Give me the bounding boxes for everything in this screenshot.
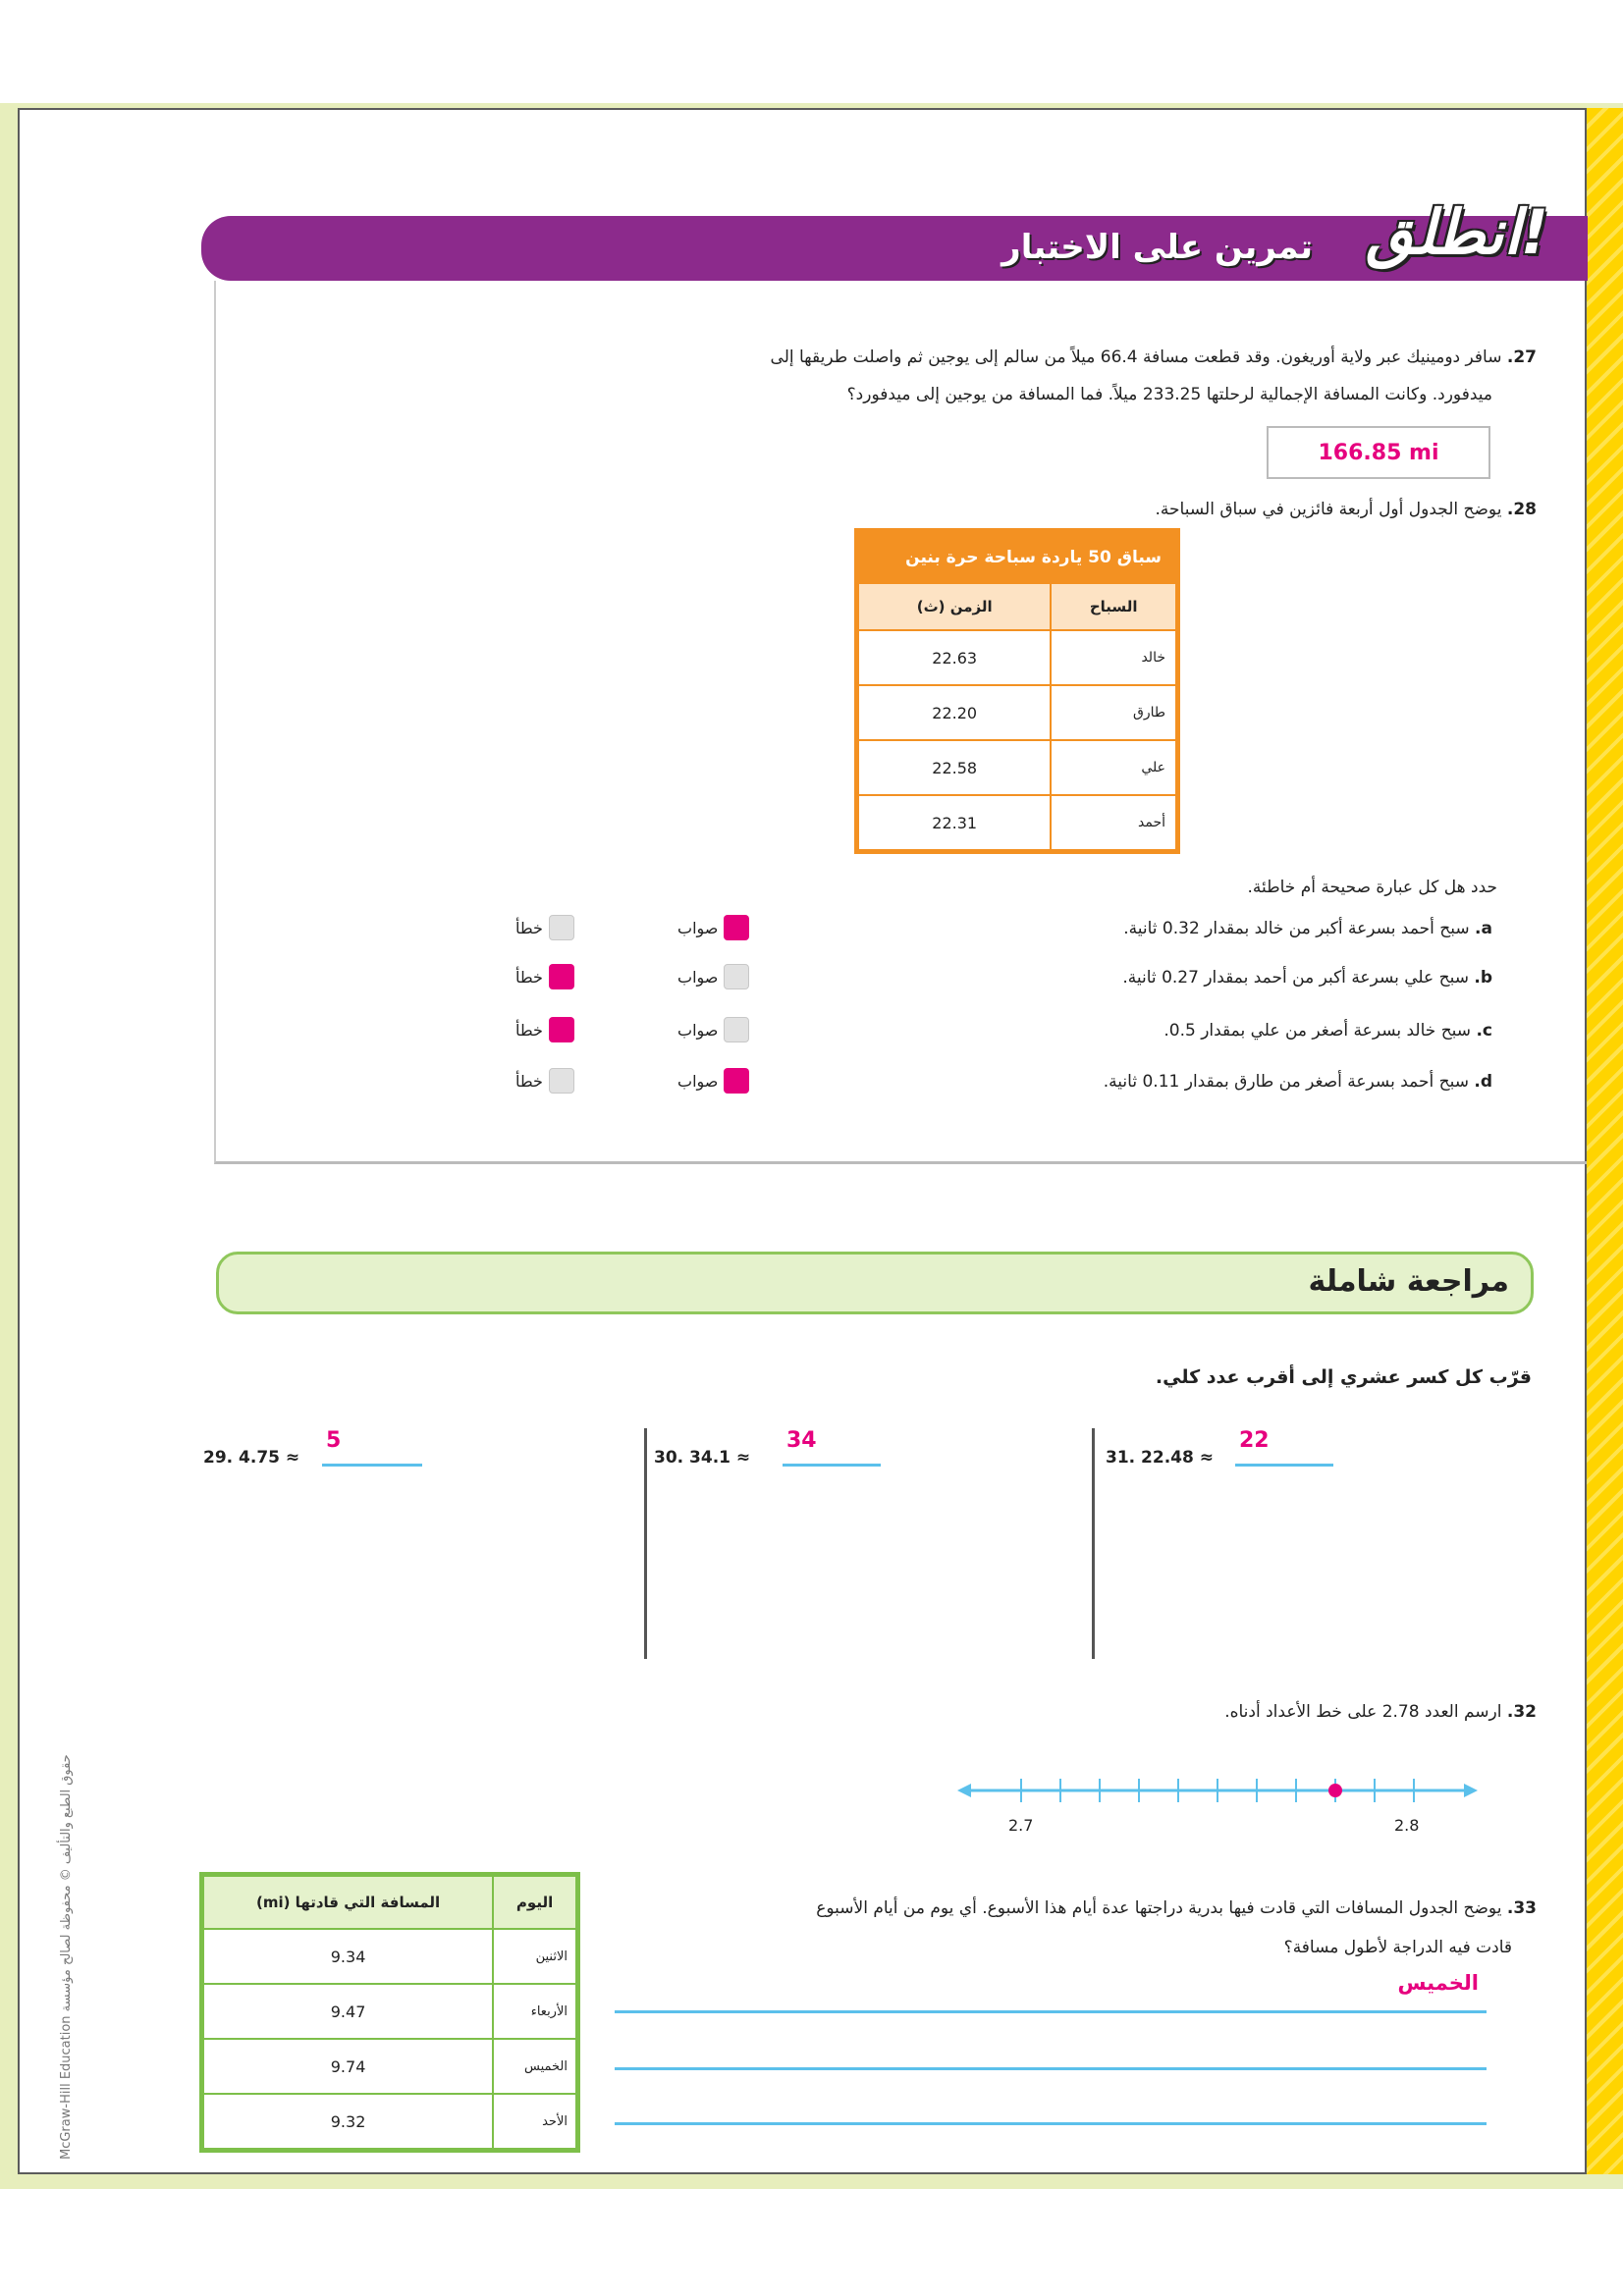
false-label: خطأ	[515, 918, 543, 937]
question-33-line2: قادت فيه الدراجة لأطول مسافة؟	[1283, 1938, 1512, 1957]
round-answer-29[interactable]: 5	[322, 1428, 422, 1467]
false-option-c[interactable]	[515, 1017, 574, 1042]
statement-text: سبح خالد بسرعة أصغر من علي بمقدار 0.5.	[1163, 1021, 1472, 1041]
false-option-a[interactable]	[515, 915, 574, 940]
number-line-left-label: 2.7	[1008, 1816, 1034, 1835]
true-label: صواب	[677, 967, 719, 987]
swim-table	[854, 528, 1180, 854]
false-option-b[interactable]	[515, 964, 574, 989]
round-label: 30. 34.1 ≈	[654, 1448, 751, 1468]
false-option-d[interactable]	[515, 1068, 574, 1094]
table-cell: الأربعاء	[493, 1984, 576, 2039]
answer-line-1[interactable]	[615, 1971, 1487, 2013]
statement-a	[884, 919, 1492, 938]
table-caption: سباق 50 ياردة سباحة حرة بنين	[858, 532, 1176, 583]
question-number: 32.	[1506, 1702, 1537, 1722]
question-text: يوضح الجدول أول أربعة فائزين في سباق السباحة.	[1155, 500, 1502, 519]
table-cell: الأحد	[493, 2094, 576, 2149]
table-cell: 9.74	[203, 2039, 493, 2094]
question-number: 33.	[1506, 1898, 1537, 1918]
question-27-line2: ميدفورد. وكانت المسافة الإجمالية لرحلتها 233.25 ميلاً. فما المسافة من يوجين إلى ميدفورد؟	[846, 385, 1492, 404]
false-label: خطأ	[515, 967, 543, 987]
statement-d	[884, 1072, 1492, 1092]
banner-brand: انطلق!	[1366, 196, 1548, 268]
answer-box-27[interactable]	[1267, 426, 1490, 479]
question-32	[884, 1693, 1537, 1731]
column-divider	[1092, 1428, 1095, 1659]
round-label: 31. 22.48 ≈	[1106, 1448, 1214, 1468]
checkbox-icon[interactable]	[724, 964, 749, 989]
table-cell: 9.34	[203, 1929, 493, 1984]
statement-text: سبح أحمد بسرعة أكبر من خالد بمقدار 0.32 ثانية.	[1123, 919, 1470, 938]
true-option-a[interactable]	[677, 915, 749, 940]
column-divider	[644, 1428, 647, 1659]
review-banner	[216, 1252, 1534, 1314]
true-label: صواب	[677, 1020, 719, 1040]
question-33	[589, 1890, 1537, 1927]
table-header: اليوم	[493, 1876, 576, 1929]
checkbox-icon[interactable]	[549, 1068, 574, 1094]
table-cell: 22.63	[858, 630, 1051, 685]
arrow-left-icon	[957, 1784, 971, 1797]
table-cell: 9.47	[203, 1984, 493, 2039]
question-text: ارسم العدد 2.78 على خط الأعداد أدناه.	[1224, 1702, 1502, 1722]
statement-letter: a.	[1475, 919, 1492, 938]
statement-b	[884, 968, 1492, 988]
table-cell: علي	[1051, 740, 1176, 795]
statement-letter: c.	[1476, 1021, 1492, 1041]
false-label: خطأ	[515, 1071, 543, 1091]
review-instruction: قرّب كل كسر عشري إلى أقرب عدد كلي.	[1155, 1366, 1532, 1388]
true-option-d[interactable]	[677, 1068, 749, 1094]
number-line-right-label: 2.8	[1394, 1816, 1420, 1835]
checkbox-icon[interactable]	[549, 915, 574, 940]
table-header: السباح	[1051, 583, 1176, 630]
answer-line-2[interactable]	[615, 2028, 1487, 2070]
round-item-31	[1106, 1448, 1214, 1468]
table-row	[203, 1984, 576, 2039]
arrow-right-icon	[1464, 1784, 1478, 1797]
statement-letter: d.	[1474, 1072, 1492, 1092]
checkbox-icon[interactable]	[724, 1068, 749, 1094]
table-cell: 22.31	[858, 795, 1051, 850]
plotted-point	[1328, 1784, 1342, 1797]
table-cell: الاثنين	[493, 1929, 576, 1984]
bike-table	[199, 1872, 580, 2153]
table-row	[858, 630, 1176, 685]
statement-text: سبح علي بسرعة أكبر من أحمد بمقدار 0.27 ثانية.	[1122, 968, 1469, 988]
round-answer-31[interactable]: 22	[1235, 1428, 1333, 1467]
practice-banner	[201, 196, 1588, 281]
answer-line-3[interactable]	[615, 2083, 1487, 2125]
checkbox-icon[interactable]	[549, 1017, 574, 1042]
number-line[interactable]	[957, 1767, 1478, 1845]
question-number: 28.	[1506, 500, 1537, 519]
question-number: 27.	[1506, 347, 1537, 367]
copyright-credit	[59, 1649, 98, 2160]
table-row	[858, 685, 1176, 740]
question-27	[511, 339, 1537, 376]
table-cell: طارق	[1051, 685, 1176, 740]
checkbox-icon[interactable]	[724, 915, 749, 940]
question-text-line1: يوضح الجدول المسافات التي قادت فيها بدرية دراجتها عدة أيام هذا الأسبوع. أي يوم من أيام الأسبوع	[816, 1898, 1502, 1918]
question-28	[687, 491, 1537, 528]
table-row	[203, 1929, 576, 1984]
instruction-true-false: حدد هل كل عبارة صحيحة أم خاطئة.	[1247, 878, 1497, 897]
statement-c	[884, 1021, 1492, 1041]
question-text-line1: سافر دومينيك عبر ولاية أوريغون. وقد قطعت مسافة 66.4 ميلاً من سالم إلى يوجين ثم واصلت طريقها إلى	[770, 347, 1502, 367]
page-edge-stripe	[1587, 108, 1623, 2174]
review-title: مراجعة شاملة	[1308, 1264, 1509, 1299]
answer-33: الخميس	[1397, 1971, 1479, 1995]
checkbox-icon[interactable]	[724, 1017, 749, 1042]
table-cell: 22.20	[858, 685, 1051, 740]
statement-letter: b.	[1474, 968, 1492, 988]
table-cell: أحمد	[1051, 795, 1176, 850]
banner-subtitle: تمرين على الاختبار	[1001, 228, 1313, 267]
table-cell: 9.32	[203, 2094, 493, 2149]
round-answer-30[interactable]: 34	[783, 1428, 881, 1467]
table-row	[858, 795, 1176, 850]
false-label: خطأ	[515, 1020, 543, 1040]
true-label: صواب	[677, 918, 719, 937]
copyright-text: McGraw-Hill Education حقوق الطبع والتأليف © محفوظة لصالح مؤسسة	[59, 1754, 74, 2160]
true-label: صواب	[677, 1071, 719, 1091]
table-row	[203, 2094, 576, 2149]
table-cell: خالد	[1051, 630, 1176, 685]
table-cell: 22.58	[858, 740, 1051, 795]
checkbox-icon[interactable]	[549, 964, 574, 989]
round-label: 29. 4.75 ≈	[203, 1448, 300, 1468]
table-row	[203, 2039, 576, 2094]
statement-text: سبح أحمد بسرعة أصغر من طارق بمقدار 0.11 ثانية.	[1103, 1072, 1469, 1092]
round-item-29	[203, 1448, 299, 1468]
true-option-b[interactable]	[677, 964, 749, 989]
true-option-c[interactable]	[677, 1017, 749, 1042]
round-item-30	[654, 1448, 750, 1468]
table-cell: الخميس	[493, 2039, 576, 2094]
table-header: المسافة التي قادتها (mi)	[203, 1876, 493, 1929]
answer-27: 166.85 mi	[1318, 440, 1439, 465]
table-header: الزمن (ث)	[858, 583, 1051, 630]
table-row	[858, 740, 1176, 795]
